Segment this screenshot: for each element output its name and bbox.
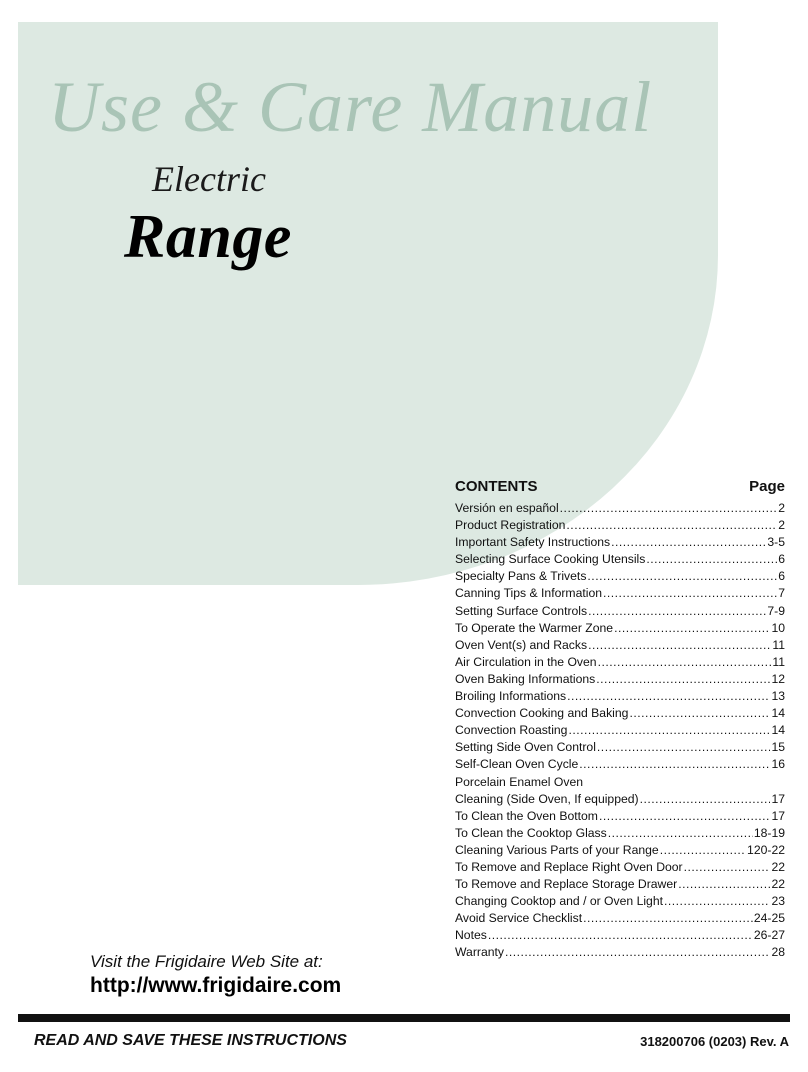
footer-notice: READ AND SAVE THESE INSTRUCTIONS xyxy=(34,1032,347,1049)
footer-divider xyxy=(18,1014,790,1022)
toc-entry-title: Important Safety Instructions xyxy=(455,535,611,550)
toc-entry xyxy=(455,585,785,602)
toc-entry-page: 3-5 xyxy=(767,535,785,550)
toc-entry-page: 12 xyxy=(771,671,785,686)
toc-entry-page: 7 xyxy=(778,586,785,601)
toc-entry-title: Specialty Pans & Trivets xyxy=(455,569,587,584)
toc-entry xyxy=(455,654,785,671)
toc-leader-dots xyxy=(566,517,777,534)
toc-entry-title: Canning Tips & Information xyxy=(455,586,603,601)
toc-entry xyxy=(455,825,785,842)
toc-leader-dots xyxy=(579,756,770,773)
toc-entry-page: 14 xyxy=(771,723,785,738)
manual-title: Use & Care Manual xyxy=(48,67,653,147)
toc-entry-page: 28 xyxy=(771,945,785,960)
page-heading: Page xyxy=(749,478,785,495)
toc-entry xyxy=(455,722,785,739)
toc-leader-dots xyxy=(629,705,770,722)
toc-entry xyxy=(455,568,785,585)
toc-leader-dots xyxy=(660,842,746,859)
toc-entry xyxy=(455,620,785,637)
toc-entry xyxy=(455,517,785,534)
toc-entry-title: Cleaning Various Parts of your Range xyxy=(455,842,659,857)
toc-entry-title: Avoid Service Checklist xyxy=(455,911,583,926)
toc-entry-page: 2 xyxy=(778,501,785,515)
table-of-contents xyxy=(455,478,785,962)
toc-entry xyxy=(455,671,785,688)
toc-entry xyxy=(455,791,785,808)
toc-leader-dots xyxy=(611,534,766,551)
toc-entry xyxy=(455,774,785,791)
toc-entry-title: Versión en español xyxy=(455,501,559,515)
toc-entry-title: Setting Surface Controls xyxy=(455,603,588,618)
toc-entry-page: 6 xyxy=(778,552,785,567)
toc-entry-title: Setting Side Oven Control xyxy=(455,740,596,755)
toc-entry-page: 23 xyxy=(771,894,785,909)
toc-entry xyxy=(455,534,785,551)
toc-leader-dots xyxy=(608,825,753,842)
product-name: Range xyxy=(124,203,292,271)
toc-entry xyxy=(455,739,785,756)
toc-entry-title: To Remove and Replace Right Oven Door xyxy=(455,859,683,874)
toc-entry-page: 6 xyxy=(778,569,785,584)
toc-leader-dots xyxy=(587,568,777,585)
toc-entry-title: Air Circulation in the Oven xyxy=(455,654,597,669)
toc-leader-dots xyxy=(678,876,770,893)
website-visit-text: Visit the Frigidaire Web Site at: xyxy=(90,952,323,971)
toc-leader-dots xyxy=(614,620,770,637)
toc-entry xyxy=(455,910,785,927)
toc-entry-page: 11 xyxy=(772,637,785,652)
toc-leader-dots xyxy=(640,791,771,808)
toc-entry xyxy=(455,876,785,893)
toc-leader-dots xyxy=(583,910,753,927)
toc-leader-dots xyxy=(588,603,766,620)
toc-entry-title: Notes xyxy=(455,928,487,943)
toc-leader-dots xyxy=(568,722,770,739)
toc-entry xyxy=(455,637,785,654)
toc-entry-page: 17 xyxy=(771,791,785,806)
toc-entry-title: To Remove and Replace Storage Drawer xyxy=(455,877,678,892)
toc-entry-title: Porcelain Enamel Oven xyxy=(455,774,584,789)
toc-entry-title: Broiling Informations xyxy=(455,689,567,704)
toc-entry-page: 17 xyxy=(771,808,785,823)
toc-entry-page: 22 xyxy=(771,859,785,874)
toc-entry-page: 2 xyxy=(778,518,785,533)
part-number: 318200706 (0203) Rev. A xyxy=(640,1034,789,1049)
toc-entry-title: To Clean the Cooktop Glass xyxy=(455,825,607,840)
toc-entry-title: Selecting Surface Cooking Utensils xyxy=(455,552,646,567)
toc-leader-dots xyxy=(599,808,770,825)
toc-entry-page: 120-22 xyxy=(747,842,785,857)
website-link[interactable]: http://www.frigidaire.com xyxy=(90,974,342,997)
toc-leader-dots xyxy=(588,637,771,654)
toc-entry-title: To Clean the Oven Bottom xyxy=(455,808,598,823)
toc-entry-page: 14 xyxy=(771,706,785,721)
toc-entry xyxy=(455,551,785,568)
toc-leader-dots xyxy=(684,859,771,876)
toc-leader-dots xyxy=(560,500,778,517)
manual-subtitle: Electric xyxy=(152,159,266,199)
toc-leader-dots xyxy=(597,739,771,756)
toc-entry-page: 15 xyxy=(771,740,785,755)
toc-entry-title: Convection Cooking and Baking xyxy=(455,706,629,721)
toc-entry-page: 10 xyxy=(771,620,785,635)
toc-entry xyxy=(455,705,785,722)
toc-entry xyxy=(455,500,785,517)
toc-entry-page: 11 xyxy=(772,654,785,669)
toc-leader-dots xyxy=(488,927,753,944)
toc-leader-dots xyxy=(646,551,777,568)
toc-entry-page: 7-9 xyxy=(767,603,785,618)
toc-entry-title: Warranty xyxy=(455,945,504,960)
toc-entry-page: 13 xyxy=(771,689,785,704)
toc-leader-dots xyxy=(603,585,777,602)
toc-entry xyxy=(455,756,785,773)
toc-leader-dots xyxy=(598,654,772,671)
toc-list xyxy=(455,500,785,962)
toc-entry xyxy=(455,688,785,705)
toc-leader-dots xyxy=(664,893,770,910)
toc-entry xyxy=(455,893,785,910)
toc-entry-title: Cleaning (Side Oven, If equipped) xyxy=(455,791,639,806)
toc-entry-page: 22 xyxy=(771,877,785,892)
toc-entry-title: Product Registration xyxy=(455,518,566,533)
toc-leader-dots xyxy=(505,944,770,961)
toc-entry xyxy=(455,603,785,620)
toc-entry-page: 24-25 xyxy=(753,911,785,926)
toc-entry-page: 26-27 xyxy=(753,928,785,943)
toc-entry-title: Changing Cooktop and / or Oven Light xyxy=(455,894,664,909)
toc-entry-title: To Operate the Warmer Zone xyxy=(455,620,614,635)
toc-entry xyxy=(455,842,785,859)
toc-entry-title: Oven Vent(s) and Racks xyxy=(455,637,588,652)
contents-header xyxy=(455,478,785,500)
toc-entry xyxy=(455,859,785,876)
toc-entry-title: Oven Baking Informations xyxy=(455,671,596,686)
toc-entry-title: Self-Clean Oven Cycle xyxy=(455,757,579,772)
toc-entry-page: 18-19 xyxy=(753,825,785,840)
toc-entry xyxy=(455,944,785,961)
contents-heading: CONTENTS xyxy=(455,478,538,495)
toc-leader-dots xyxy=(567,688,770,705)
toc-entry-page: 16 xyxy=(771,757,785,772)
toc-entry xyxy=(455,808,785,825)
toc-entry-title: Convection Roasting xyxy=(455,723,568,738)
toc-leader-dots xyxy=(596,671,770,688)
toc-entry xyxy=(455,927,785,944)
